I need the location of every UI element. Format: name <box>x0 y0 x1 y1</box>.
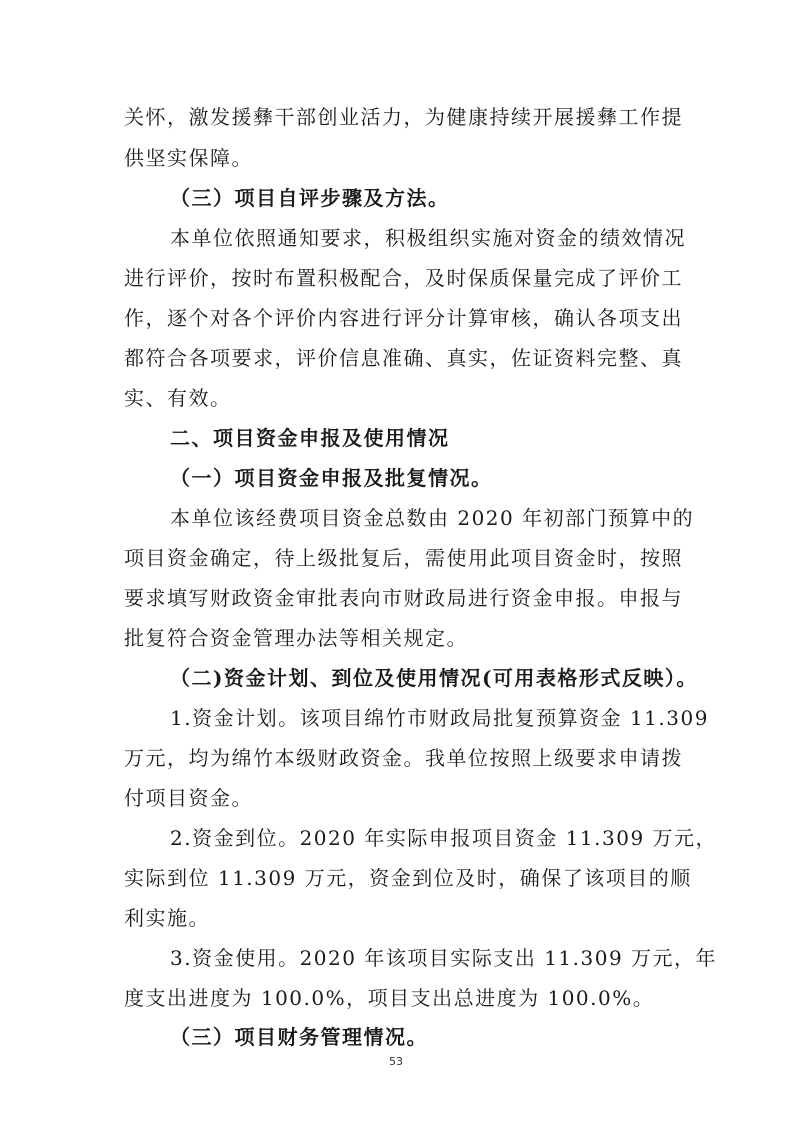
paragraph-line: 度支出进度为 100.0%，项目支出总进度为 100.0%。 <box>124 986 655 1010</box>
paragraph-line: 本单位依照通知要求，积极组织实施对资金的绩效情况 <box>170 226 686 250</box>
paragraph-line: 本单位该经费项目资金总数由 2020 年初部门预算中的 <box>170 506 695 530</box>
section-heading: （三）项目财务管理情况。 <box>170 1025 428 1049</box>
paragraph-line: 都符合各项要求，评价信息准确、真实，佐证资料完整、真 <box>124 346 683 370</box>
paragraph-line: 作，逐个对各个评价内容进行评分计算审核，确认各项支出 <box>124 306 683 330</box>
paragraph-line: 万元，均为绵竹本级财政资金。我单位按照上级要求申请拨 <box>124 746 683 770</box>
section-heading: （三）项目自评步骤及方法。 <box>170 186 450 210</box>
section-heading: （一）项目资金申报及批复情况。 <box>170 466 493 490</box>
paragraph-line: 项目资金确定，待上级批复后，需使用此项目资金时，按照 <box>124 546 683 570</box>
paragraph-line: 要求填写财政资金审批表向市财政局进行资金申报。申报与 <box>124 586 683 610</box>
paragraph-line: 3.资金使用。2020 年该项目实际支出 11.309 万元，年 <box>170 946 718 970</box>
paragraph-line: 批复符合资金管理办法等相关规定。 <box>124 626 468 650</box>
paragraph-line: 实、有效。 <box>124 386 232 410</box>
section-heading: （二)资金计划、到位及使用情况(可用表格形式反映）。 <box>170 666 698 690</box>
paragraph-line: 2.资金到位。2020 年实际申报项目资金 11.309 万元， <box>170 826 718 850</box>
paragraph-line: 关怀，激发援彝干部创业活力，为健康持续开展援彝工作提 <box>124 105 683 129</box>
paragraph-line: 1.资金计划。该项目绵竹市财政局批复预算资金 11.309 <box>170 706 709 730</box>
page-number: 53 <box>389 1055 403 1068</box>
paragraph-line: 利实施。 <box>124 906 210 930</box>
paragraph-line: 供坚实保障。 <box>124 146 253 170</box>
paragraph-line: 实际到位 11.309 万元，资金到位及时，确保了该项目的顺 <box>124 866 692 890</box>
chapter-heading: 二、项目资金申报及使用情况 <box>170 426 450 450</box>
paragraph-line: 付项目资金。 <box>124 786 253 810</box>
paragraph-line: 进行评价，按时布置积极配合，及时保质保量完成了评价工 <box>124 266 683 290</box>
